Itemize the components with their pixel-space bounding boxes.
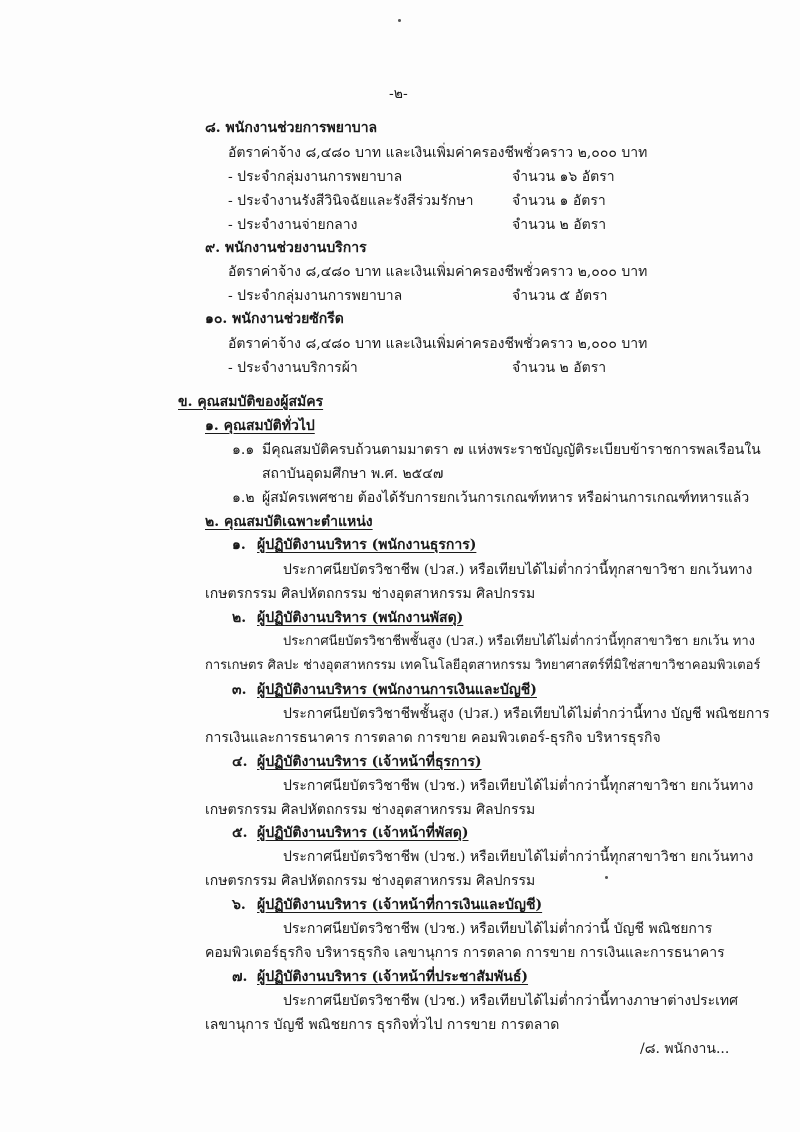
wage-rate: อัตราค่าจ้าง ๘,๔๘๐ บาท และเงินเพิ่มค่าครองชีพชั่วคราว ๒,๐๐๐ บาท: [228, 264, 648, 280]
qualification-text: ประกาศนียบัตรวิชาชีพชั้นสูง (ปวส.) หรือเทียบได้ไม่ต่ำกว่านี้ทุกสาขาวิชา ยกเว้น ทาง: [283, 634, 755, 649]
item-number: ๑.๑: [232, 442, 255, 458]
position-number: ๕.: [232, 825, 248, 841]
position-title: ๑๐. พนักงานช่วยซักรีด: [205, 311, 344, 327]
qualification-text: เกษตรกรรม ศิลปหัตถกรรม ช่างอุตสาหกรรม ศิลปกรรม: [205, 802, 536, 818]
assignment-count: จำนวน ๒ อัตรา: [512, 217, 607, 233]
qualification-text: การเงินและการธนาคาร การตลาด การขาย คอมพิวเตอร์-ธุรกิจ บริหารธุรกิจ: [205, 730, 661, 746]
position-number: ๗.: [232, 969, 248, 985]
qualification-text: คอมพิวเตอร์ธุรกิจ บริหารธุรกิจ เลขานุการ การตลาด การขาย การเงินและการธนาคาร: [205, 945, 725, 961]
position-title: ผู้ปฏิบัติงานบริหาร (พนักงานธุรการ): [257, 537, 477, 553]
scan-speck: [398, 19, 401, 22]
qualification-text: ประกาศนียบัตรวิชาชีพชั้นสูง (ปวส.) หรือเทียบได้ไม่ต่ำกว่านี้ทาง บัญชี พณิชยการ: [283, 706, 770, 722]
position-number: ๔.: [232, 754, 248, 770]
wage-rate: อัตราค่าจ้าง ๘,๔๘๐ บาท และเงินเพิ่มค่าครองชีพชั่วคราว ๒,๐๐๐ บาท: [228, 145, 648, 161]
position-title: ผู้ปฏิบัติงานบริหาร (เจ้าหน้าที่พัสดุ): [257, 825, 469, 841]
qualification-text: สถาบันอุดมศึกษา พ.ศ. ๒๕๔๗: [262, 466, 444, 482]
page-number: -๒-: [389, 86, 408, 102]
position-title: ผู้ปฏิบัติงานบริหาร (เจ้าหน้าที่ประชาสัมพันธ์): [257, 969, 529, 985]
qualification-text: เกษตรกรรม ศิลปหัตถกรรม ช่างอุตสาหกรรม ศิลปกรรม: [205, 873, 536, 889]
assignment-label: - ประจำงานจ่ายกลาง: [228, 217, 358, 233]
assignment-label: - ประจำกลุ่มงานการพยาบาล: [228, 288, 403, 304]
qualification-text: ประกาศนียบัตรวิชาชีพ (ปวส.) หรือเทียบได้ไม่ต่ำกว่านี้ทุกสาขาวิชา ยกเว้นทาง: [283, 562, 753, 578]
assignment-count: จำนวน ๕ อัตรา: [512, 288, 608, 304]
position-title: ผู้ปฏิบัติงานบริหาร (เจ้าหน้าที่ธุรการ): [257, 754, 482, 770]
position-title: ๘. พนักงานช่วยการพยาบาล: [205, 120, 378, 136]
item-number: ๑.๒: [232, 490, 255, 506]
qualification-text: ประกาศนียบัตรวิชาชีพ (ปวช.) หรือเทียบได้ไม่ต่ำกว่านี้ บัญชี พณิชยการ: [283, 921, 713, 937]
qualification-text: ประกาศนียบัตรวิชาชีพ (ปวช.) หรือเทียบได้ไม่ต่ำกว่านี้ทางภาษาต่างประเทศ: [283, 993, 739, 1009]
assignment-label: - ประจำงานบริการผ้า: [228, 360, 358, 376]
position-title: ผู้ปฏิบัติงานบริหาร (พนักงานการเงินและบัญชี): [257, 682, 537, 698]
subsection-heading: ๑. คุณสมบัติทั่วไป: [205, 418, 315, 434]
continuation-note: /๘. พนักงาน...: [640, 1041, 730, 1057]
qualification-text: ผู้สมัครเพศชาย ต้องได้รับการยกเว้นการเกณฑ์ทหาร หรือผ่านการเกณฑ์ทหารแล้ว: [262, 490, 750, 506]
qualification-text: การเกษตร ศิลปะ ช่างอุตสาหกรรม เทคโนโลยีอุตสาหกรรม วิทยาศาสตร์ที่มิใช่สาขาวิชาคอมพิวเตอร์: [205, 658, 761, 673]
wage-rate: อัตราค่าจ้าง ๘,๔๘๐ บาท และเงินเพิ่มค่าครองชีพชั่วคราว ๒,๐๐๐ บาท: [228, 336, 648, 352]
qualification-text: ประกาศนียบัตรวิชาชีพ (ปวช.) หรือเทียบได้ไม่ต่ำกว่านี้ทุกสาขาวิชา ยกเว้นทาง: [283, 778, 754, 794]
qualification-text: มีคุณสมบัติครบถ้วนตามมาตรา ๗ แห่งพระราชบัญญัติระเบียบข้าราชการพลเรือนใน: [262, 442, 761, 458]
position-title: ผู้ปฏิบัติงานบริหาร (พนักงานพัสดุ): [257, 610, 464, 626]
assignment-label: - ประจำงานรังสีวินิจฉัยและรังสีร่วมรักษา: [228, 193, 474, 209]
qualification-text: ประกาศนียบัตรวิชาชีพ (ปวช.) หรือเทียบได้ไม่ต่ำกว่านี้ทุกสาขาวิชา ยกเว้นทาง: [283, 849, 754, 865]
position-title: ๙. พนักงานช่วยงานบริการ: [205, 240, 367, 256]
qualification-text: เลขานุการ บัญชี พณิชยการ ธุรกิจทั่วไป การขาย การตลาด: [205, 1017, 560, 1033]
scan-speck: [605, 876, 608, 879]
subsection-heading: ๒. คุณสมบัติเฉพาะตำแหน่ง: [205, 514, 373, 530]
section-heading: ข. คุณสมบัติของผู้สมัคร: [178, 394, 324, 410]
position-number: ๖.: [232, 897, 246, 913]
position-title: ผู้ปฏิบัติงานบริหาร (เจ้าหน้าที่การเงินและบัญชี): [257, 897, 543, 913]
qualification-text: เกษตรกรรม ศิลปหัตถกรรม ช่างอุตสาหกรรม ศิลปกรรม: [205, 586, 536, 602]
assignment-count: จำนวน ๑๖ อัตรา: [512, 169, 615, 185]
assignment-count: จำนวน ๒ อัตรา: [512, 360, 607, 376]
position-number: ๓.: [232, 682, 247, 698]
position-number: ๑.: [232, 537, 246, 553]
assignment-count: จำนวน ๑ อัตรา: [512, 193, 606, 209]
assignment-label: - ประจำกลุ่มงานการพยาบาล: [228, 169, 403, 185]
position-number: ๒.: [232, 610, 247, 626]
